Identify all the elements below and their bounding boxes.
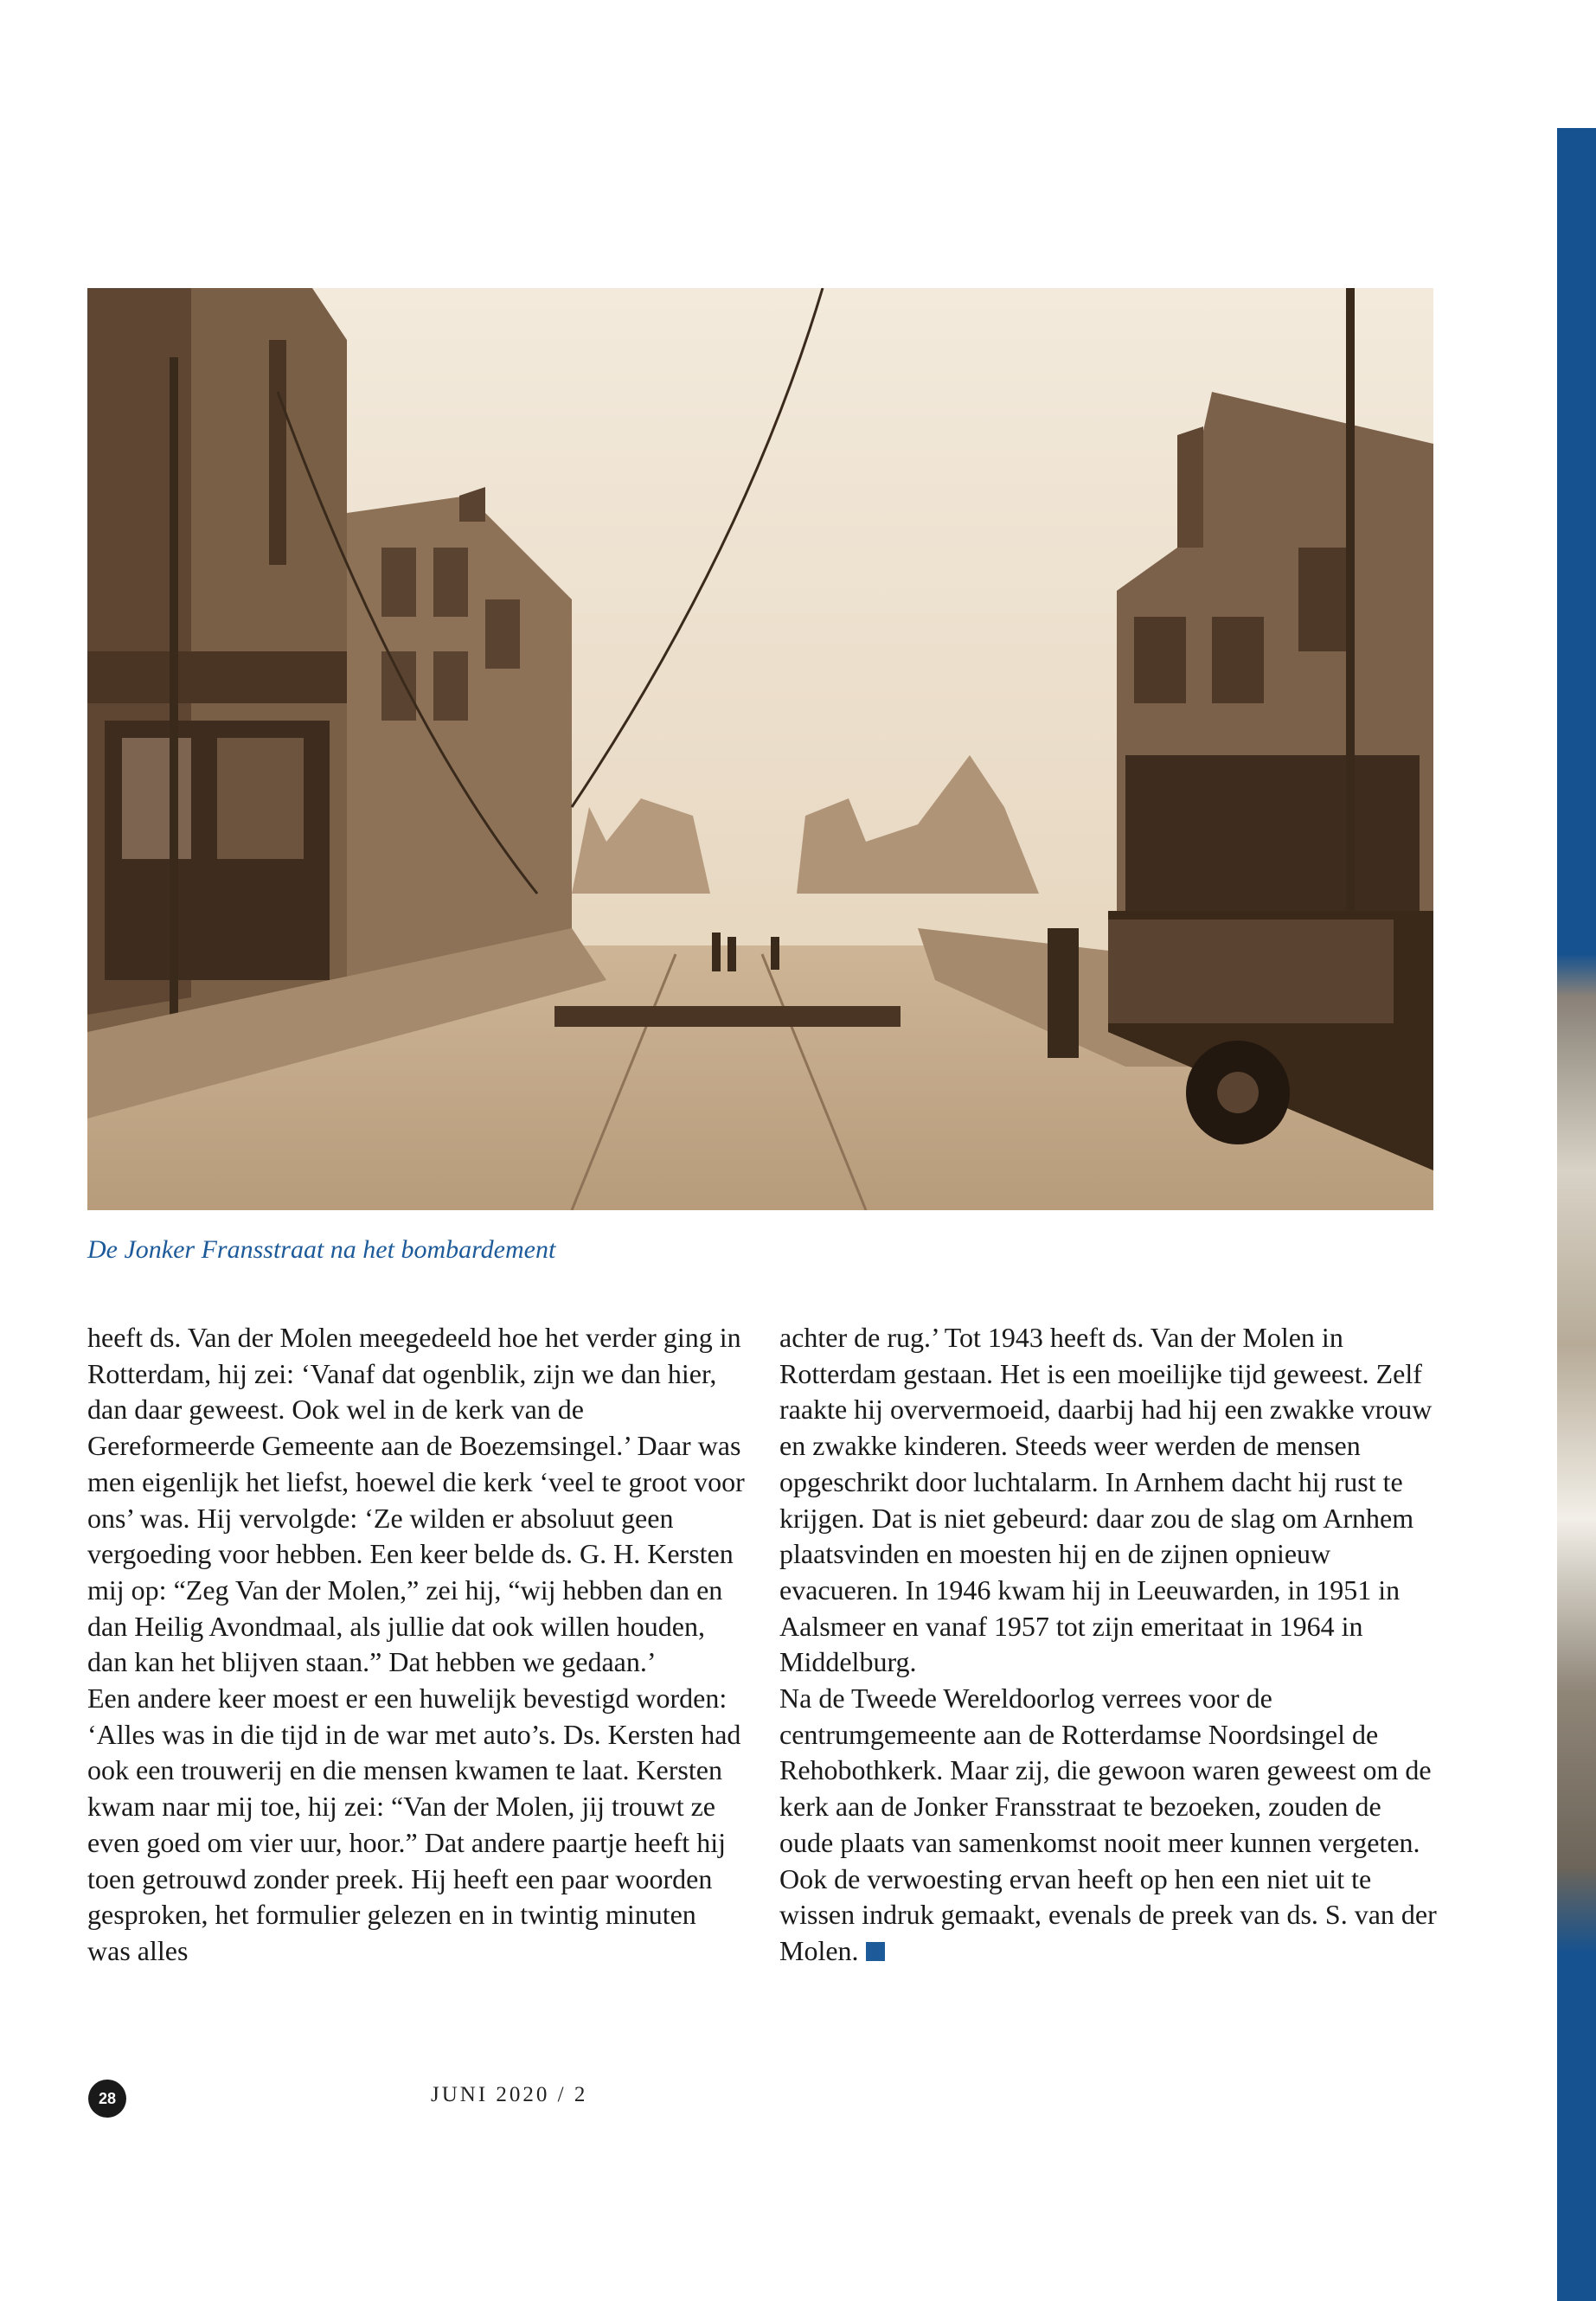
article-column-left xyxy=(87,1320,745,1970)
paragraph: Een andere keer moest er een huwelijk bevestigd worden: ‘Alles was in die tijd in de war met auto’s. Ds. Kersten had ook een trouwerij en die mensen kwamen te laat. Kersten kwam naar mij toe, hij zei: “Van der Molen, jij trouwt ze even goed om vier uur, hoor.” Dat andere paartje heeft hij toen getrouwd zonder preek. Hij heeft een paar woorden gesproken, het formulier gelezen en in twintig minuten was alles xyxy=(87,1682,741,1966)
paragraph xyxy=(779,1681,1437,1970)
paragraph-text: Na de Tweede Wereldoorlog verrees voor de centrumgemeente aan de Rotterdamse Noordsingel de Rehobothkerk. Maar zij, die gewoon waren geweest om de kerk aan de Jonker Fransstraat te bezoeken, zouden de oude plaats van samenkomst nooit meer kunnen vergeten. Ook de verwoesting ervan heeft op hen een niet uit te wissen indruk gemaakt, evenals de preek van ds. S. van der Molen. xyxy=(779,1682,1437,1966)
article-column-right xyxy=(779,1320,1437,1970)
paragraph: achter de rug.’ Tot 1943 heeft ds. Van der Molen in Rotterdam gestaan. Het is een moeilijke tijd geweest. Zelf raakte hij oververmoeid, daarbij had hij een zwakke vrouw en zwakke kinderen. Steeds weer werden de mensen opgeschrikt door luchtalarm. In Arnhem dacht hij rust te krijgen. Dat is niet gebeurd: daar zou de slag om Arnhem plaatsvinden en moesten hij en de zijnen opnieuw evacueren. In 1946 kwam hij in Leeuwarden, in 1951 in Aalsmeer en vanaf 1957 tot zijn emeritaat in 1964 in Middelburg. xyxy=(779,1322,1433,1678)
ruined-street-image xyxy=(87,288,1433,1210)
photo-caption: De Jonker Fransstraat na het bombardement xyxy=(87,1235,556,1264)
street-photo xyxy=(87,288,1433,1210)
end-of-article-square-icon xyxy=(866,1942,885,1961)
issue-label: JUNI 2020 / 2 xyxy=(431,2083,588,2106)
adjacent-page-edge xyxy=(1557,128,1596,2301)
paragraph: heeft ds. Van der Molen meegedeeld hoe het verder ging in Rotterdam, hij zei: ‘Vanaf dat ogenblik, zijn we dan hier, dan daar geweest. Ook wel in de kerk van de Gereformeerde Gemeente aan de Boezemsingel.’ Daar was men eigenlijk het liefst, hoewel die kerk ‘veel te groot voor ons’ was. Hij vervolgde: ‘Ze wilden er absoluut geen vergoeding voor hebben. Een keer belde ds. G. H. Kersten mij op: “Zeg Van der Molen,” zei hij, “wij hebben dan en dan Heilig Avondmaal, als jullie dat ook willen houden, dan kan het blijven staan.” Dat hebben we gedaan.’ xyxy=(87,1322,745,1678)
page-number: 28 xyxy=(88,2080,126,2118)
